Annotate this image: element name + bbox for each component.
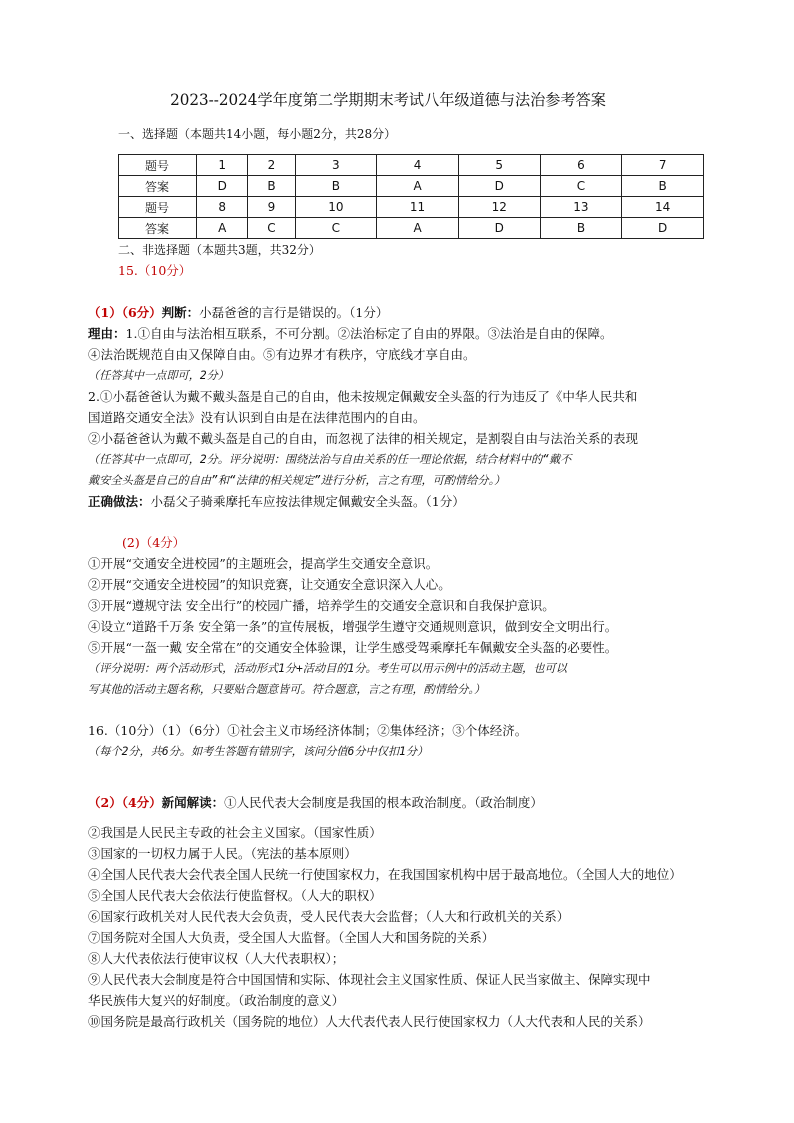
table-cell: B: [540, 218, 622, 239]
table-cell: D: [458, 176, 540, 197]
correct-text: 小磊父子骑乘摩托车应按法律规定佩戴安全头盔。（1分）: [150, 494, 465, 509]
news-item: ⑥国家行政机关对人民代表大会负责，受人民代表大会监督；（人大和行政机关的关系）: [88, 909, 570, 924]
news-item: ⑦国务院对全国人大负责，受全国人大监督。（全国人大和国务院的关系）: [88, 930, 495, 945]
reason-line: 国道路交通安全法》没有认识到自由是在法律范围内的自由。: [88, 410, 426, 425]
answer-table: [118, 154, 704, 239]
table-cell: A: [377, 176, 459, 197]
table-row: [119, 176, 704, 197]
news-item: ①人民代表大会制度是我国的根本政治制度。（政治制度）: [224, 795, 543, 810]
section-2-heading: 二、非选择题（本题共3题，共32分）: [118, 243, 321, 257]
page-title: 2023--2024学年度第二学期期末考试八年级道德与法治参考答案: [170, 91, 606, 109]
table-cell: D: [622, 218, 704, 239]
scoring-note: （评分说明：两个活动形式，活动形式1分+活动目的1分。考生可以用示例中的活动主题，也可以: [88, 662, 567, 675]
table-cell: 3: [295, 155, 377, 176]
table-cell: B: [248, 176, 295, 197]
table-cell: 2: [248, 155, 295, 176]
news-item: ③国家的一切权力属于人民。（宪法的基本原则）: [88, 846, 357, 861]
table-cell: 10: [295, 197, 377, 218]
correct-label: 正确做法：: [88, 494, 151, 509]
table-cell: 12: [458, 197, 540, 218]
table-cell: A: [377, 218, 459, 239]
reason-text: 1.①自由与法治相互联系，不可分割。②法治标定了自由的界限。③法治是自由的保障。: [125, 326, 613, 341]
reason-line: ②小磊爸爸认为戴不戴头盔是自己的自由，而忽视了法律的相关规定，是割裂自由与法治关系的表现: [88, 431, 639, 446]
table-row: [119, 155, 704, 176]
table-row: [119, 218, 704, 239]
q15-part2-label: (2)（4分）: [122, 535, 186, 550]
table-cell: 4: [377, 155, 459, 176]
news-item: ⑧人大代表依法行使审议权（人大代表职权）；: [88, 951, 345, 966]
news-label: 新闻解读：: [161, 795, 225, 810]
judge-label: 判断：: [161, 305, 200, 320]
table-cell: D: [197, 176, 248, 197]
q16-part1: 16.（10分）（1）（6分）①社会主义市场经济体制；②集体经济；③个体经济。: [88, 723, 528, 738]
table-cell: 5: [458, 155, 540, 176]
news-item: ②我国是人民民主专政的社会主义国家。（国家性质）: [88, 825, 382, 840]
table-row-label: 题号: [119, 197, 197, 218]
reason-line: 2.①小磊爸爸认为戴不戴头盔是自己的自由，他未按规定佩戴安全头盔的行为违反了《中华人民共和: [88, 389, 638, 404]
activity-item: ①开展“交通安全进校园”的主题班会，提高学生交通安全意识。: [88, 556, 439, 571]
q16-part2: [88, 795, 543, 811]
news-item: ⑨人民代表大会制度是符合中国国情和实际、体现社会主义国家性质、保证人民当家做主、保障实现中: [88, 972, 651, 987]
table-cell: 14: [622, 197, 704, 218]
scoring-note: 写其他的活动主题名称，只要贴合题意皆可。符合题意，言之有理，酌情给分。）: [88, 683, 486, 696]
scoring-note: （每个2分，共6分。如考生答题有错别字，该问分值6分中仅扣1分）: [88, 745, 429, 758]
scoring-note: （任答其中一点即可，2分。评分说明：围绕法治与自由关系的任一理论依据，结合材料中的“戴不: [88, 453, 572, 466]
news-item: ⑤全国人民代表大会依法行使监督权。（人大的职权）: [88, 888, 382, 903]
table-cell: C: [295, 218, 377, 239]
news-item: ⑩国务院是最高行政机关（国务院的地位）人大代表代表人民行使国家权力（人大代表和人民的关系）: [88, 1014, 651, 1029]
table-cell: 13: [540, 197, 622, 218]
q16-part2-label: （2）（4分）: [88, 795, 162, 810]
news-item: 华民族伟大复兴的好制度。（政治制度的意义）: [88, 993, 345, 1008]
table-row-label: 题号: [119, 155, 197, 176]
table-cell: 11: [377, 197, 459, 218]
table-cell: 1: [197, 155, 248, 176]
table-cell: A: [197, 218, 248, 239]
table-cell: 7: [622, 155, 704, 176]
table-cell: C: [248, 218, 295, 239]
section-1-heading: 一、选择题（本题共14小题，每小题2分，共28分）: [118, 127, 397, 141]
reason-line: [88, 326, 612, 342]
table-cell: 9: [248, 197, 295, 218]
q15-part1: [88, 305, 388, 321]
table-cell: 6: [540, 155, 622, 176]
news-item: ④全国人民代表大会代表全国人民统一行使国家权力，在我国国家机构中居于最高地位。（全国人大的地位）: [88, 867, 682, 882]
activity-item: ④设立“道路千万条 安全第一条”的宣传展板，增强学生遵守交通规则意识，做到安全文明出行。: [88, 619, 618, 634]
activity-item: ②开展“交通安全进校园”的知识竞赛，让交通安全意识深入人心。: [88, 577, 451, 592]
correct-practice: [88, 494, 465, 510]
activity-item: ⑤开展“一盔一戴 安全常在”的交通安全体验课，让学生感受驾乘摩托车佩戴安全头盔的必要性。: [88, 640, 618, 655]
table-cell: B: [622, 176, 704, 197]
scoring-note: （任答其中一点即可，2分）: [88, 369, 229, 382]
q15-header: 15.（10分）: [118, 263, 192, 278]
q15-part1-label: （1）（6分）: [88, 305, 162, 320]
reason-label: 理由：: [88, 326, 126, 341]
table-cell: C: [540, 176, 622, 197]
activity-item: ③开展“遵规守法 安全出行”的校园广播，培养学生的交通安全意识和自我保护意识。: [88, 598, 555, 613]
table-row-label: 答案: [119, 218, 197, 239]
reason-line: ④法治既规范自由又保障自由。⑤有边界才有秩序，守底线才享自由。: [88, 347, 476, 362]
scoring-note: 戴安全头盔是自己的自由”和“法律的相关规定”进行分析，言之有理，可酌情给分。）: [88, 474, 506, 487]
table-cell: D: [458, 218, 540, 239]
table-row-label: 答案: [119, 176, 197, 197]
judge-text: 小磊爸爸的言行是错误的。（1分）: [199, 305, 389, 320]
table-cell: B: [295, 176, 377, 197]
table-row: [119, 197, 704, 218]
table-cell: 8: [197, 197, 248, 218]
